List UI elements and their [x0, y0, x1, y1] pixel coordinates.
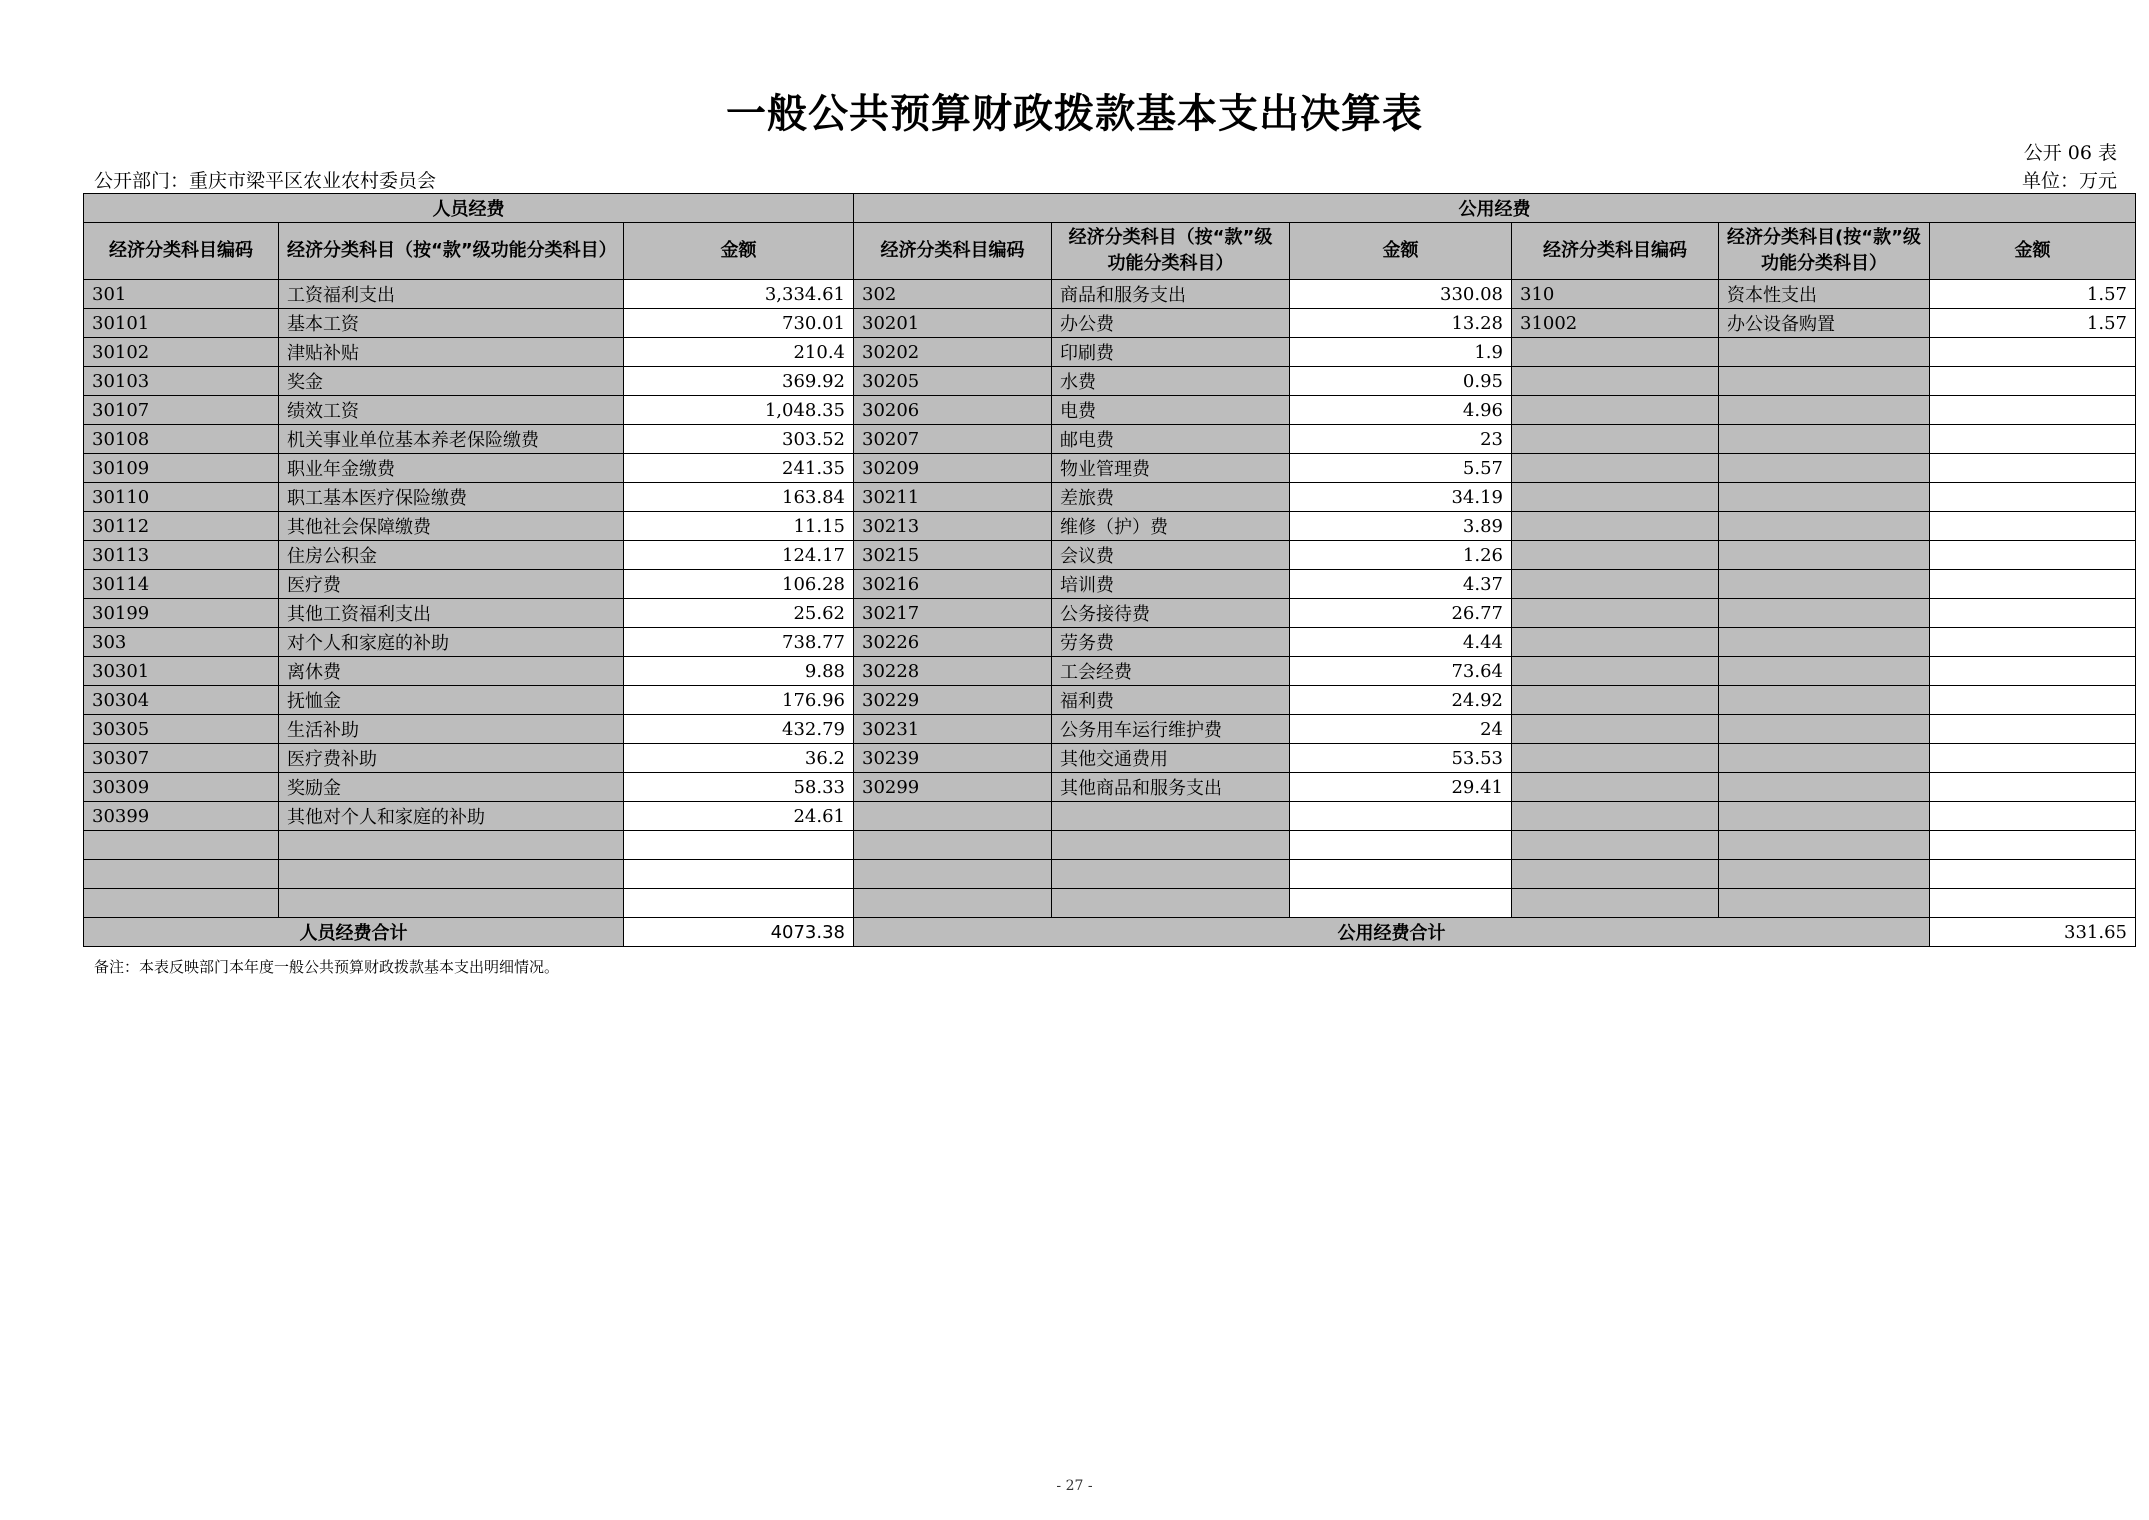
public-code-cell — [854, 860, 1052, 889]
public-code-cell: 30215 — [854, 541, 1052, 570]
public-name-cell: 邮电费 — [1052, 425, 1290, 454]
public-amount-cell: 23 — [1290, 425, 1512, 454]
public-amount-cell: 34.19 — [1290, 483, 1512, 512]
public-total-value: 331.65 — [1930, 918, 2136, 947]
public-code-cell: 30216 — [854, 570, 1052, 599]
capital-code-cell — [1512, 425, 1719, 454]
capital-amount-cell — [1930, 773, 2136, 802]
capital-name-cell — [1719, 773, 1930, 802]
col-personnel-code: 经济分类科目编码 — [84, 223, 279, 280]
public-name-cell — [1052, 831, 1290, 860]
capital-amount-cell — [1930, 744, 2136, 773]
personnel-name-cell: 对个人和家庭的补助 — [279, 628, 624, 657]
capital-code-cell — [1512, 773, 1719, 802]
page-title: 一般公共预算财政拨款基本支出决算表 — [726, 91, 1423, 137]
personnel-name-cell: 奖金 — [279, 367, 624, 396]
public-code-cell: 30228 — [854, 657, 1052, 686]
public-name-cell — [1052, 860, 1290, 889]
col-capital-amount: 金额 — [1930, 223, 2136, 280]
capital-amount-cell — [1930, 715, 2136, 744]
capital-name-cell — [1719, 367, 1930, 396]
public-amount-cell: 26.77 — [1290, 599, 1512, 628]
personnel-name-cell: 绩效工资 — [279, 396, 624, 425]
capital-name-cell — [1719, 860, 1930, 889]
personnel-amount-cell — [624, 860, 854, 889]
public-amount-cell: 29.41 — [1290, 773, 1512, 802]
capital-amount-cell — [1930, 454, 2136, 483]
table-row — [84, 570, 2136, 599]
public-amount-cell: 1.26 — [1290, 541, 1512, 570]
table-row — [84, 744, 2136, 773]
capital-amount-cell — [1930, 628, 2136, 657]
personnel-name-cell: 其他工资福利支出 — [279, 599, 624, 628]
capital-code-cell — [1512, 889, 1719, 918]
capital-amount-cell: 1.57 — [1930, 309, 2136, 338]
public-code-cell: 30226 — [854, 628, 1052, 657]
personnel-code-cell: 30103 — [84, 367, 279, 396]
personnel-name-cell: 离休费 — [279, 657, 624, 686]
capital-amount-cell — [1930, 889, 2136, 918]
col-capital-name: 经济分类科目(按“款”级功能分类科目） — [1719, 223, 1930, 280]
personnel-code-cell: 301 — [84, 280, 279, 309]
capital-amount-cell — [1930, 367, 2136, 396]
personnel-total-value: 4073.38 — [624, 918, 854, 947]
capital-code-cell — [1512, 744, 1719, 773]
table-row — [84, 889, 2136, 918]
capital-code-cell — [1512, 599, 1719, 628]
public-amount-cell: 4.96 — [1290, 396, 1512, 425]
public-name-cell: 印刷费 — [1052, 338, 1290, 367]
personnel-amount-cell: 432.79 — [624, 715, 854, 744]
public-amount-cell — [1290, 831, 1512, 860]
personnel-amount-cell: 303.52 — [624, 425, 854, 454]
capital-amount-cell — [1930, 570, 2136, 599]
personnel-code-cell: 30110 — [84, 483, 279, 512]
public-code-cell — [854, 831, 1052, 860]
personnel-code-cell: 30307 — [84, 744, 279, 773]
personnel-code-cell: 30305 — [84, 715, 279, 744]
personnel-amount-cell: 176.96 — [624, 686, 854, 715]
personnel-amount-cell: 25.62 — [624, 599, 854, 628]
capital-code-cell — [1512, 657, 1719, 686]
personnel-amount-cell: 738.77 — [624, 628, 854, 657]
public-name-cell: 工会经费 — [1052, 657, 1290, 686]
capital-name-cell — [1719, 802, 1930, 831]
capital-code-cell — [1512, 512, 1719, 541]
capital-amount-cell — [1930, 860, 2136, 889]
public-name-cell: 办公费 — [1052, 309, 1290, 338]
capital-code-cell — [1512, 541, 1719, 570]
table-row — [84, 280, 2136, 309]
personnel-code-cell: 30102 — [84, 338, 279, 367]
personnel-name-cell: 住房公积金 — [279, 541, 624, 570]
capital-code-cell — [1512, 570, 1719, 599]
public-code-cell: 30217 — [854, 599, 1052, 628]
public-code-cell: 302 — [854, 280, 1052, 309]
department-label: 公开部门：重庆市梁平区农业农村委员会 — [94, 170, 437, 192]
table-row — [84, 831, 2136, 860]
public-name-cell — [1052, 802, 1290, 831]
public-name-cell: 其他商品和服务支出 — [1052, 773, 1290, 802]
personnel-name-cell — [279, 831, 624, 860]
totals-row — [84, 918, 2136, 947]
public-name-cell: 公务接待费 — [1052, 599, 1290, 628]
capital-code-cell — [1512, 454, 1719, 483]
public-amount-cell: 73.64 — [1290, 657, 1512, 686]
table-row — [84, 396, 2136, 425]
personnel-code-cell: 30108 — [84, 425, 279, 454]
public-code-cell: 30239 — [854, 744, 1052, 773]
personnel-name-cell: 医疗费补助 — [279, 744, 624, 773]
personnel-amount-cell: 124.17 — [624, 541, 854, 570]
table-row — [84, 657, 2136, 686]
unit-label: 单位：万元 — [2021, 170, 2117, 192]
personnel-name-cell: 职业年金缴费 — [279, 454, 624, 483]
capital-name-cell — [1719, 599, 1930, 628]
table-row — [84, 483, 2136, 512]
personnel-code-cell — [84, 831, 279, 860]
capital-name-cell — [1719, 483, 1930, 512]
page-number: - 27 - — [1056, 1478, 1093, 1494]
capital-name-cell — [1719, 686, 1930, 715]
public-amount-cell: 3.89 — [1290, 512, 1512, 541]
table-row — [84, 599, 2136, 628]
personnel-name-cell: 机关事业单位基本养老保险缴费 — [279, 425, 624, 454]
capital-code-cell — [1512, 831, 1719, 860]
capital-amount-cell — [1930, 425, 2136, 454]
public-code-cell — [854, 802, 1052, 831]
capital-amount-cell — [1930, 802, 2136, 831]
personnel-code-cell: 30114 — [84, 570, 279, 599]
personnel-amount-cell: 163.84 — [624, 483, 854, 512]
personnel-code-cell: 30101 — [84, 309, 279, 338]
capital-code-cell — [1512, 396, 1719, 425]
personnel-name-cell: 医疗费 — [279, 570, 624, 599]
personnel-amount-cell — [624, 831, 854, 860]
table-row — [84, 425, 2136, 454]
personnel-code-cell: 30109 — [84, 454, 279, 483]
form-number: 公开 06 表 — [2023, 142, 2117, 164]
capital-name-cell — [1719, 744, 1930, 773]
footnote: 备注：本表反映部门本年度一般公共预算财政拨款基本支出明细情况。 — [94, 958, 560, 976]
capital-name-cell — [1719, 396, 1930, 425]
public-amount-cell: 5.57 — [1290, 454, 1512, 483]
public-amount-cell — [1290, 889, 1512, 918]
table-row — [84, 367, 2136, 396]
table-row — [84, 802, 2136, 831]
capital-amount-cell — [1930, 483, 2136, 512]
capital-amount-cell — [1930, 686, 2136, 715]
personnel-name-cell: 津贴补贴 — [279, 338, 624, 367]
personnel-code-cell — [84, 889, 279, 918]
capital-name-cell — [1719, 541, 1930, 570]
table-row — [84, 686, 2136, 715]
personnel-code-cell: 30304 — [84, 686, 279, 715]
personnel-amount-cell: 36.2 — [624, 744, 854, 773]
personnel-name-cell: 抚恤金 — [279, 686, 624, 715]
public-name-cell: 福利费 — [1052, 686, 1290, 715]
public-amount-cell: 4.37 — [1290, 570, 1512, 599]
col-capital-code: 经济分类科目编码 — [1512, 223, 1719, 280]
public-amount-cell: 330.08 — [1290, 280, 1512, 309]
personnel-amount-cell: 241.35 — [624, 454, 854, 483]
public-amount-cell: 1.9 — [1290, 338, 1512, 367]
capital-code-cell — [1512, 686, 1719, 715]
personnel-amount-cell: 730.01 — [624, 309, 854, 338]
personnel-amount-cell: 3,334.61 — [624, 280, 854, 309]
personnel-code-cell: 30399 — [84, 802, 279, 831]
personnel-amount-cell: 369.92 — [624, 367, 854, 396]
table-row — [84, 541, 2136, 570]
capital-code-cell — [1512, 338, 1719, 367]
public-name-cell: 维修（护）费 — [1052, 512, 1290, 541]
capital-name-cell — [1719, 657, 1930, 686]
personnel-name-cell: 职工基本医疗保险缴费 — [279, 483, 624, 512]
col-public-code: 经济分类科目编码 — [854, 223, 1052, 280]
personnel-amount-cell: 11.15 — [624, 512, 854, 541]
public-code-cell: 30213 — [854, 512, 1052, 541]
capital-name-cell — [1719, 889, 1930, 918]
personnel-name-cell: 奖励金 — [279, 773, 624, 802]
table-row — [84, 773, 2136, 802]
personnel-code-cell: 30301 — [84, 657, 279, 686]
personnel-name-cell: 其他社会保障缴费 — [279, 512, 624, 541]
personnel-name-cell — [279, 860, 624, 889]
capital-code-cell — [1512, 860, 1719, 889]
capital-name-cell — [1719, 512, 1930, 541]
personnel-name-cell: 生活补助 — [279, 715, 624, 744]
public-total-label: 公用经费合计 — [854, 918, 1930, 947]
expenditure-table — [83, 193, 2136, 947]
public-code-cell: 30207 — [854, 425, 1052, 454]
public-amount-cell: 53.53 — [1290, 744, 1512, 773]
public-amount-cell — [1290, 802, 1512, 831]
col-personnel-name: 经济分类科目（按“款”级功能分类科目） — [279, 223, 624, 280]
public-name-cell: 公务用车运行维护费 — [1052, 715, 1290, 744]
capital-code-cell — [1512, 483, 1719, 512]
public-name-cell: 水费 — [1052, 367, 1290, 396]
public-header: 公用经费 — [854, 194, 2136, 223]
personnel-amount-cell — [624, 889, 854, 918]
personnel-amount-cell: 106.28 — [624, 570, 854, 599]
public-amount-cell: 0.95 — [1290, 367, 1512, 396]
personnel-amount-cell: 1,048.35 — [624, 396, 854, 425]
personnel-name-cell: 工资福利支出 — [279, 280, 624, 309]
personnel-code-cell: 30309 — [84, 773, 279, 802]
personnel-name-cell: 基本工资 — [279, 309, 624, 338]
capital-amount-cell — [1930, 512, 2136, 541]
capital-amount-cell — [1930, 831, 2136, 860]
personnel-total-label: 人员经费合计 — [84, 918, 624, 947]
public-code-cell: 30206 — [854, 396, 1052, 425]
personnel-amount-cell: 9.88 — [624, 657, 854, 686]
public-code-cell: 30202 — [854, 338, 1052, 367]
public-code-cell: 30229 — [854, 686, 1052, 715]
personnel-amount-cell: 58.33 — [624, 773, 854, 802]
capital-amount-cell — [1930, 396, 2136, 425]
capital-code-cell — [1512, 628, 1719, 657]
personnel-amount-cell: 24.61 — [624, 802, 854, 831]
table-row — [84, 628, 2136, 657]
public-amount-cell: 13.28 — [1290, 309, 1512, 338]
personnel-code-cell: 30112 — [84, 512, 279, 541]
personnel-code-cell: 30107 — [84, 396, 279, 425]
table-row — [84, 512, 2136, 541]
capital-amount-cell — [1930, 541, 2136, 570]
header-row-columns — [84, 223, 2136, 280]
public-amount-cell — [1290, 860, 1512, 889]
capital-name-cell — [1719, 338, 1930, 367]
personnel-code-cell — [84, 860, 279, 889]
public-code-cell: 30205 — [854, 367, 1052, 396]
table-row — [84, 338, 2136, 367]
capital-code-cell — [1512, 715, 1719, 744]
public-name-cell: 会议费 — [1052, 541, 1290, 570]
public-name-cell: 电费 — [1052, 396, 1290, 425]
personnel-code-cell: 303 — [84, 628, 279, 657]
public-name-cell: 培训费 — [1052, 570, 1290, 599]
public-amount-cell: 24.92 — [1290, 686, 1512, 715]
public-name-cell: 劳务费 — [1052, 628, 1290, 657]
public-name-cell: 差旅费 — [1052, 483, 1290, 512]
table-row — [84, 715, 2136, 744]
capital-name-cell — [1719, 831, 1930, 860]
personnel-name-cell: 其他对个人和家庭的补助 — [279, 802, 624, 831]
personnel-header: 人员经费 — [84, 194, 854, 223]
header-row-groups — [84, 194, 2136, 223]
capital-name-cell — [1719, 715, 1930, 744]
capital-name-cell — [1719, 425, 1930, 454]
capital-code-cell: 310 — [1512, 280, 1719, 309]
capital-amount-cell — [1930, 599, 2136, 628]
public-code-cell: 30299 — [854, 773, 1052, 802]
personnel-name-cell — [279, 889, 624, 918]
public-name-cell: 物业管理费 — [1052, 454, 1290, 483]
public-code-cell: 30231 — [854, 715, 1052, 744]
table-row — [84, 454, 2136, 483]
capital-code-cell — [1512, 367, 1719, 396]
public-name-cell — [1052, 889, 1290, 918]
table-row — [84, 860, 2136, 889]
capital-amount-cell — [1930, 657, 2136, 686]
capital-name-cell: 资本性支出 — [1719, 280, 1930, 309]
capital-name-cell — [1719, 628, 1930, 657]
capital-amount-cell: 1.57 — [1930, 280, 2136, 309]
public-code-cell: 30209 — [854, 454, 1052, 483]
col-public-name: 经济分类科目（按“款”级功能分类科目） — [1052, 223, 1290, 280]
capital-code-cell: 31002 — [1512, 309, 1719, 338]
col-personnel-amount: 金额 — [624, 223, 854, 280]
public-code-cell: 30201 — [854, 309, 1052, 338]
capital-amount-cell — [1930, 338, 2136, 367]
personnel-code-cell: 30113 — [84, 541, 279, 570]
public-code-cell — [854, 889, 1052, 918]
capital-name-cell — [1719, 570, 1930, 599]
capital-name-cell: 办公设备购置 — [1719, 309, 1930, 338]
public-amount-cell: 24 — [1290, 715, 1512, 744]
capital-name-cell — [1719, 454, 1930, 483]
public-name-cell: 商品和服务支出 — [1052, 280, 1290, 309]
personnel-amount-cell: 210.4 — [624, 338, 854, 367]
public-amount-cell: 4.44 — [1290, 628, 1512, 657]
public-code-cell: 30211 — [854, 483, 1052, 512]
capital-code-cell — [1512, 802, 1719, 831]
col-public-amount: 金额 — [1290, 223, 1512, 280]
table-row — [84, 309, 2136, 338]
personnel-code-cell: 30199 — [84, 599, 279, 628]
public-name-cell: 其他交通费用 — [1052, 744, 1290, 773]
